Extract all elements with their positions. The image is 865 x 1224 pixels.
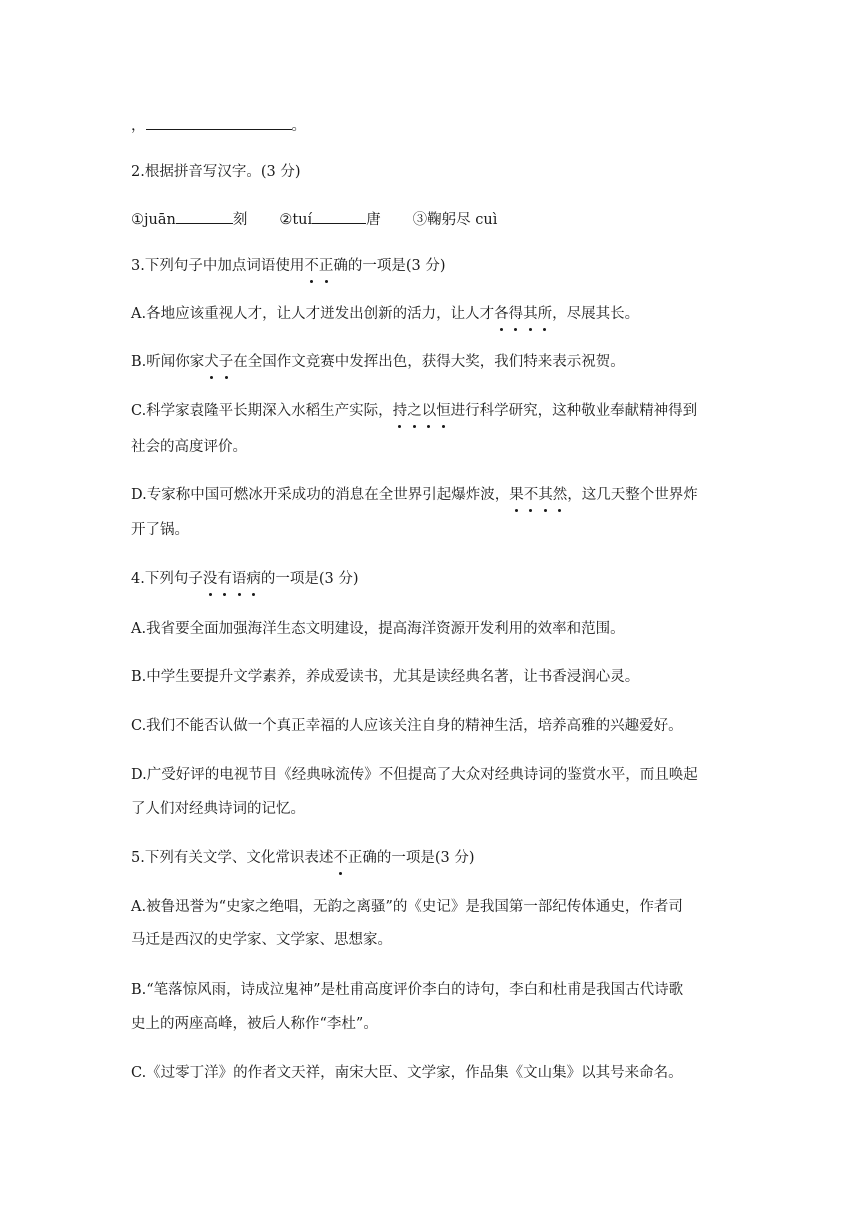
question-4-option-c: C.我们不能否认做一个真正幸福的人应该关注自身的精神生活，培养高雅的兴趣爱好。 (131, 718, 683, 734)
emphasis-dot-char: 子 (218, 354, 234, 370)
question-4-option-d: D.广受好评的电视节目《经典咏流传》不但提高了大众对经典诗词的鉴赏水平，而且唤起 (131, 767, 698, 783)
question-3-option-c: C.科学家袁隆平长期深入水稻生产实际，持之以恒进行科学研究，这种敬业奉献精神得到 (131, 403, 698, 419)
question-5-option-c: C.《过零丁洋》的作者文天祥，南宋大臣、文学家，作品集《文山集》以其号来命名。 (131, 1065, 683, 1081)
emphasis-dot-char: 语 (231, 571, 247, 587)
emphasis-dot-char: 然 (552, 487, 568, 503)
emphasis-dot-char: 没 (202, 571, 218, 587)
emphasis-dot-char: 各 (494, 306, 509, 322)
emphasis-dot-char: 所 (537, 306, 553, 322)
question-5-stem: 5.下列有关文学、文化常识表述不正确的一项是(3 分) (131, 850, 475, 866)
answer-blank-line: ， 。 (131, 114, 306, 136)
question-4-option-a: A.我省要全面加强海洋生态文明建设，提高海洋资源开发利用的效率和范围。 (131, 621, 625, 637)
question-5-option-b-cont: 史上的两座高峰，被后人称作“李杜”。 (131, 1016, 378, 1032)
question-3-stem: 3.下列句子中加点词语使用不正确的一项是(3 分) (131, 258, 446, 274)
emphasis-dot-char: 恒 (436, 403, 451, 419)
question-4-stem: 4.下列句子没有语病的一项是(3 分) (131, 571, 359, 587)
emphasis-dot-char: 之 (407, 403, 422, 419)
answer-blank (312, 208, 366, 224)
question-5-option-b: B.“笔落惊风雨，诗成泣鬼神”是杜甫高度评价李白的诗句，李白和杜甫是我国古代诗歌 (131, 982, 684, 998)
question-3-option-d: D.专家称中国可燃冰开采成功的消息在全世界引起爆炸波，果不其然，这几天整个世界炸 (131, 487, 698, 503)
answer-blank (146, 114, 292, 130)
question-3-option-d-cont: 开了锅。 (131, 522, 189, 538)
emphasis-dot-char: 犬 (204, 354, 219, 370)
pinyin-item-2: ②tuí (279, 212, 313, 228)
question-4-option-d-cont: 了人们对经典诗词的记忆。 (131, 801, 305, 817)
pinyin-item-1: ①juān (131, 212, 176, 228)
question-3-option-c-cont: 社会的高度评价。 (131, 439, 247, 455)
emphasis-dot-char: 其 (538, 487, 553, 503)
emphasis-dot-char: 不 (333, 850, 348, 866)
emphasis-dot-char: 持 (392, 403, 408, 419)
emphasis-dot-char: 果 (509, 487, 524, 503)
question-5-option-a: A.被鲁迅誉为“史家之绝唱，无韵之离骚”的《史记》是我国第一部纪传体通史，作者司 (131, 899, 683, 915)
question-5-option-a-cont: 马迁是西汉的史学家、文学家、思想家。 (131, 932, 392, 948)
emphasis-dot-char: 正 (318, 258, 334, 274)
pinyin-item-3: ③鞠躬尽 cuì (412, 212, 498, 228)
emphasis-dot-char: 其 (523, 306, 538, 322)
question-3-option-a: A.各地应该重视人才，让人才迸发出创新的活力，让人才各得其所，尽展其长。 (131, 306, 640, 322)
question-2-stem: 2.根据拼音写汉字。(3 分) (131, 164, 301, 180)
question-4-option-b: B.中学生要提升文学素养，养成爱读书，尤其是读经典名著，让书香浸润心灵。 (131, 669, 640, 685)
emphasis-dot-char: 病 (246, 571, 261, 587)
emphasis-dot-char: 不 (523, 487, 539, 503)
question-3-option-b: B.听闻你家犬子在全国作文竞赛中发挥出色，获得大奖，我们特来表示祝贺。 (131, 354, 625, 370)
emphasis-dot-char: 不 (304, 258, 319, 274)
emphasis-dot-char: 以 (421, 403, 437, 419)
question-2-items: ①juān 刻 ②tuí 唐 ③鞠躬尽 cuì (131, 208, 497, 230)
emphasis-dot-char: 得 (508, 306, 524, 322)
answer-blank (176, 208, 233, 224)
emphasis-dot-char: 有 (217, 571, 232, 587)
